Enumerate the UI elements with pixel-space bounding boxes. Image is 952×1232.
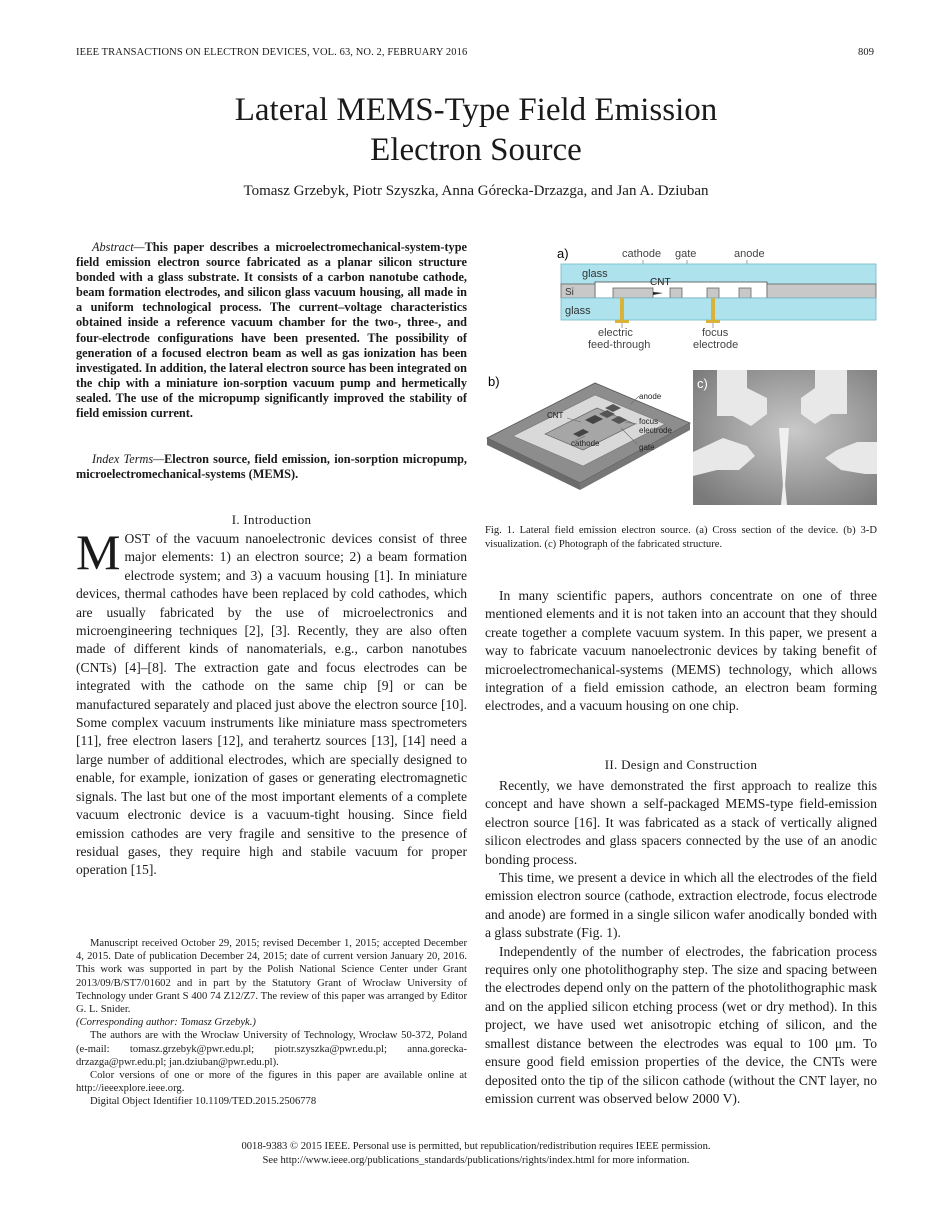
title-line-2: Electron Source	[370, 132, 582, 168]
panel-b-label: b)	[488, 374, 500, 389]
page-number: 809	[858, 47, 875, 58]
copyright-footer	[0, 1140, 952, 1168]
drop-cap: M	[76, 524, 121, 580]
rights-url-line: See http://www.ieee.org/publications_standards/publications/rights/index.html for more information.	[262, 1155, 690, 1166]
panel-c-label: c)	[697, 376, 708, 391]
footnote-manuscript: Manuscript received October 29, 2015; revised December 1, 2015; accepted December 4, 2015. Date of publication December 24, 2015; date of current version January 20, 2016. This work was supported in part by the Polish National Science Center under Grant 2013/09/B/ST7/01602 and in part by the Statutory Grant of Wrocław University of Technology under Grant S 400 74 Z12/Z7. The review of this paper was arranged by Editor G. L. Snider.	[76, 938, 467, 1016]
focus-block	[707, 288, 719, 298]
label-b-cathode: cathode	[571, 439, 600, 448]
cathode-block	[613, 288, 653, 298]
label-b-gate: gate	[639, 443, 655, 452]
figure-1-caption: Fig. 1. Lateral field emission electron source. (a) Cross section of the device. (b) 3-D visualization. (c) Photograph of the fabricated structure.	[485, 525, 877, 550]
label-b-focus: focus	[639, 417, 659, 426]
feedthrough-1	[620, 298, 624, 322]
label-cnt: CNT	[650, 277, 671, 288]
anode-block	[739, 288, 751, 298]
author-list: Tomasz Grzebyk, Piotr Szyszka, Anna Górecka-Drzazga, and Jan A. Dziuban	[243, 183, 709, 199]
introduction-body	[76, 524, 467, 880]
si-layer-right	[767, 284, 876, 298]
running-header: IEEE TRANSACTIONS ON ELECTRON DEVICES, VOL. 63, NO. 2, FEBRUARY 2016	[76, 47, 468, 58]
footnote-corresponding: (Corresponding author: Tomasz Grzebyk.)	[76, 1017, 256, 1029]
design-paragraph-3: Independently of the number of electrodes, the fabrication process requires only one photolithography step. The size and spacing between the electrodes depend only on the pattern of the photolithographic mask and on the applied silicon etching process (wet or dry method). In this project, we have used wet anisotropic etching of silicon, and the smallest distance between the electrodes was equal to 100 μm. To ensure good field emission properties of the device, the CNTs were deposited onto the tip of the silicon cathode (without the CNT layer, no emission current was observed below 2000 V).	[485, 943, 877, 1106]
footnotes	[76, 937, 467, 1109]
label-cathode: cathode	[622, 248, 662, 260]
figure-1-graphic	[485, 238, 877, 508]
label-glass-bottom: glass	[565, 305, 591, 317]
feedthrough-2	[711, 298, 715, 322]
label-anode: anode	[734, 248, 765, 260]
title-line-1: Lateral MEMS-Type Field Emission	[234, 92, 718, 128]
abstract-label: Abstract—	[92, 240, 145, 254]
footnote-color: Color versions of one or more of the figures in this paper are available online at http://ieeexplore.ieee.org.	[76, 1070, 467, 1095]
label-b-cnt: CNT	[547, 411, 564, 420]
abstract-text: This paper describes a microelectromechanical-system-type field emission electron source fabricated as a planar silicon structure bonded with a glass substrate. It consists of a carbon nanotube cathode, beam formation electrodes, and silicon glass vacuum housing, all made in a uniform technological process. The current–voltage characteristics obtained inside a reference vacuum chamber for the two-, three-, and four-electrode configurations have been presented. The possibility of generation of a focused electron beam as well as gas ionization has been investigated. In addition, the lateral electron source has been integrated on the chip with a miniature ion-sorption vacuum pump and hermetically sealed. The use of the micropump significantly improved the stability of field emission current.	[76, 240, 467, 421]
index-terms-label: Index Terms—	[92, 452, 165, 466]
label-electric: electric	[598, 327, 633, 339]
label-feedthrough: feed-through	[588, 339, 651, 351]
footnote-doi: Digital Object Identifier 10.1109/TED.2015.2506778	[90, 1096, 317, 1108]
top-glass-layer	[561, 264, 876, 284]
design-paragraph-1: Recently, we have demonstrated the first approach to realize this concept and have shown a self-packaged MEMS-type field-emission electron source [16]. It was fabricated as a stack of vertically aligned silicon electrodes and glass spacers connected by the use of an anodic bonding process.	[485, 778, 877, 867]
label-si: Si	[565, 287, 574, 298]
right-intro-paragraph	[485, 587, 877, 716]
label-gate: gate	[675, 248, 697, 260]
figure-1	[485, 238, 877, 508]
label-focus-electrode: electrode	[693, 339, 739, 351]
section-heading-design: II. Design and Construction	[604, 757, 758, 772]
panel-c-photograph	[693, 370, 877, 505]
abstract	[76, 240, 467, 421]
copyright-line: 0018-9383 © 2015 IEEE. Personal use is permitted, but republication/redistribution requires IEEE permission.	[241, 1141, 711, 1152]
introduction-text: OST of the vacuum nanoelectronic devices consist of three major elements: 1) an electron source; 2) a beam formation electrode system; and 3) a vacuum housing [1]. In miniature devices, thermal cathodes have been replaced by cold cathodes, which are usually fabricated by the use of microelectronics and microengineering techniques [2], [3]. Recently, they are also often made of different kinds of nanomaterials, e.g., carbon nanotubes (CNTs) [4]–[8]. The extraction gate and focus electrodes can be integrated with the cathode on the same chip [9] or can be manufactured separately and placed just above the electron source [10]. Some complex vacuum instruments like miniature mass spectrometers [11], free electron lasers [12], and terahertz sources [13], [14] need a large number of additional electrodes, which are specially designed to enable, for example, ionization of gases or generating electromagnetic signals. The last but one of the most important elements of a complete vacuum electronic device is a vacuum-tight housing. Since field emission cathodes are very fragile and sensitive to the presence of residual gases, they require high and stabile vacuum for proper operation [15].	[76, 531, 467, 878]
right-intro-text: In many scientific papers, authors concentrate on one of three mentioned elements and it is not taken into an account that they should create together a complete vacuum system. In this paper, we present a way to fabricate vacuum nanoelectronic devices by taking benefit of microelectromechanical-systems (MEMS) technology, which allows integration of a field emission cathode, an electron beam forming electrodes, and a vacuum housing on one chip.	[485, 588, 877, 714]
paper-title	[0, 90, 952, 170]
index-terms-text: Electron source, field emission, ion-sorption micropump, microelectromechanical-systems (MEMS).	[76, 452, 468, 482]
index-terms	[76, 452, 467, 482]
label-b-focus-electrode: electrode	[639, 426, 672, 435]
design-body	[485, 777, 877, 1108]
gate-block	[670, 288, 682, 298]
bottom-glass-layer	[561, 298, 876, 320]
label-glass-top: glass	[582, 268, 608, 280]
label-b-anode: anode	[639, 392, 662, 401]
footnote-affiliation: The authors are with the Wrocław University of Technology, Wrocław 50-372, Poland (e-mail: tomasz.grzebyk@pwr.edu.pl; piotr.szyszka@pwr.edu.pl; anna.gorecka-drzazga@pwr.edu.pl; jan.dziuban@pwr.edu.pl).	[76, 1030, 467, 1068]
section-heading-introduction: I. Introduction	[231, 512, 312, 527]
panel-a-label: a)	[557, 246, 569, 261]
design-paragraph-2: This time, we present a device in which all the electrodes of the field emission electron source (cathode, extraction electrode, focus electrode and anode) are formed in a single silicon wafer anodically bonded with a glass substrate (Fig. 1).	[485, 870, 877, 941]
label-focus: focus	[702, 327, 729, 339]
